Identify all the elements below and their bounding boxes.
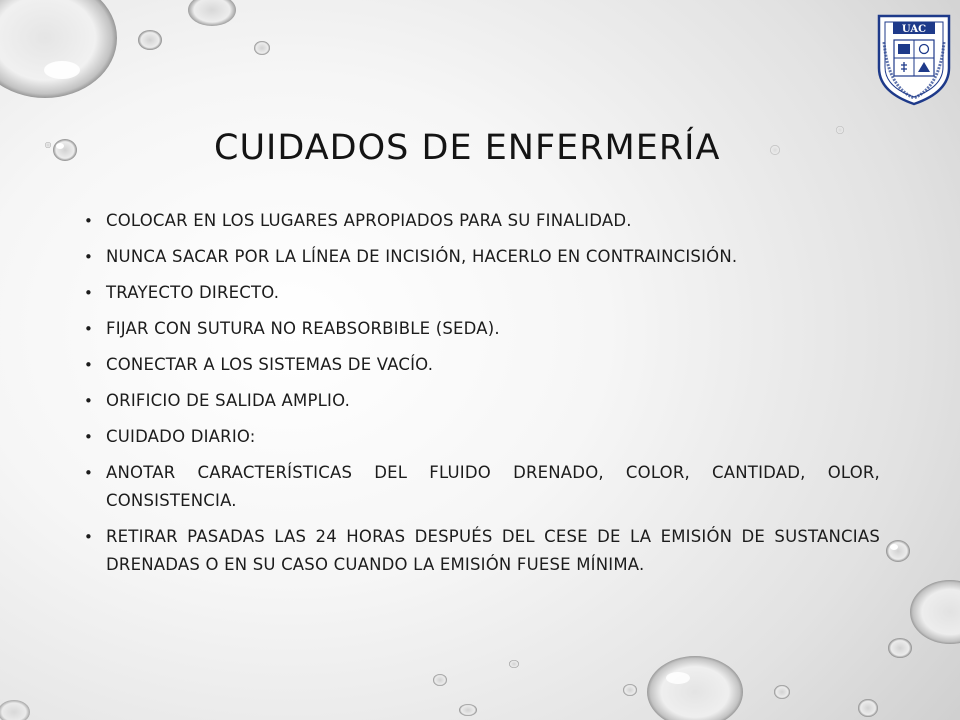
water-droplet-icon [836,126,844,134]
bullet-item: • CUIDADO DIARIO: [84,423,880,451]
bullet-dot-icon: • [84,464,94,482]
bullet-item: • COLOCAR EN LOS LUGARES APROPIADOS PARA SU FINALIDAD. [84,207,880,235]
water-droplet-icon [53,139,77,161]
water-droplet-icon [858,699,878,717]
bullet-dot-icon: • [84,356,94,374]
water-droplet-icon [433,674,447,686]
bullet-list [84,207,880,587]
water-droplet-icon [509,660,519,668]
water-droplet-icon [0,700,30,720]
water-droplet-icon [910,580,960,644]
bullet-item: • ORIFICIO DE SALIDA AMPLIO. [84,387,880,415]
bullet-item: • ANOTAR CARACTERÍSTICAS DEL FLUIDO DRENADO, COLOR, CANTIDAD, OLOR, CONSISTENCIA. [84,459,880,515]
water-droplet-icon [623,684,637,696]
bullet-dot-icon: • [84,428,94,446]
water-droplet-icon [886,540,910,562]
bullet-dot-icon: • [84,212,94,230]
water-droplet-icon [459,704,477,716]
water-droplet-icon [138,30,162,50]
bullet-dot-icon: • [84,320,94,338]
water-droplet-icon [888,638,912,658]
water-droplet-icon [774,685,790,699]
bullet-item: • RETIRAR PASADAS LAS 24 HORAS DESPUÉS DEL CESE DE LA EMISIÓN DE SUSTANCIAS DRENADAS O EN SU CASO CUANDO LA EMISIÓN FUESE MÍNIMA. [84,523,880,579]
bullet-item: • CONECTAR A LOS SISTEMAS DE VACÍO. [84,351,880,379]
water-droplet-icon [647,656,743,720]
bullet-dot-icon: • [84,392,94,410]
bullet-dot-icon: • [84,248,94,266]
slide-title: CUIDADOS DE ENFERMERÍA [214,128,721,168]
water-droplet-icon [0,0,117,98]
bullet-item: • TRAYECTO DIRECTO. [84,279,880,307]
water-droplet-icon [45,142,51,148]
bullet-item: • FIJAR CON SUTURA NO REABSORBIBLE (SEDA). [84,315,880,343]
svg-text:UAC: UAC [901,24,927,35]
university-crest-logo [874,12,954,106]
water-droplet-icon [770,145,780,155]
bullet-dot-icon: • [84,528,94,546]
water-droplet-icon [254,41,270,55]
bullet-dot-icon: • [84,284,94,302]
bullet-item: • NUNCA SACAR POR LA LÍNEA DE INCISIÓN, HACERLO EN CONTRAINCISIÓN. [84,243,880,271]
water-droplet-icon [188,0,236,26]
